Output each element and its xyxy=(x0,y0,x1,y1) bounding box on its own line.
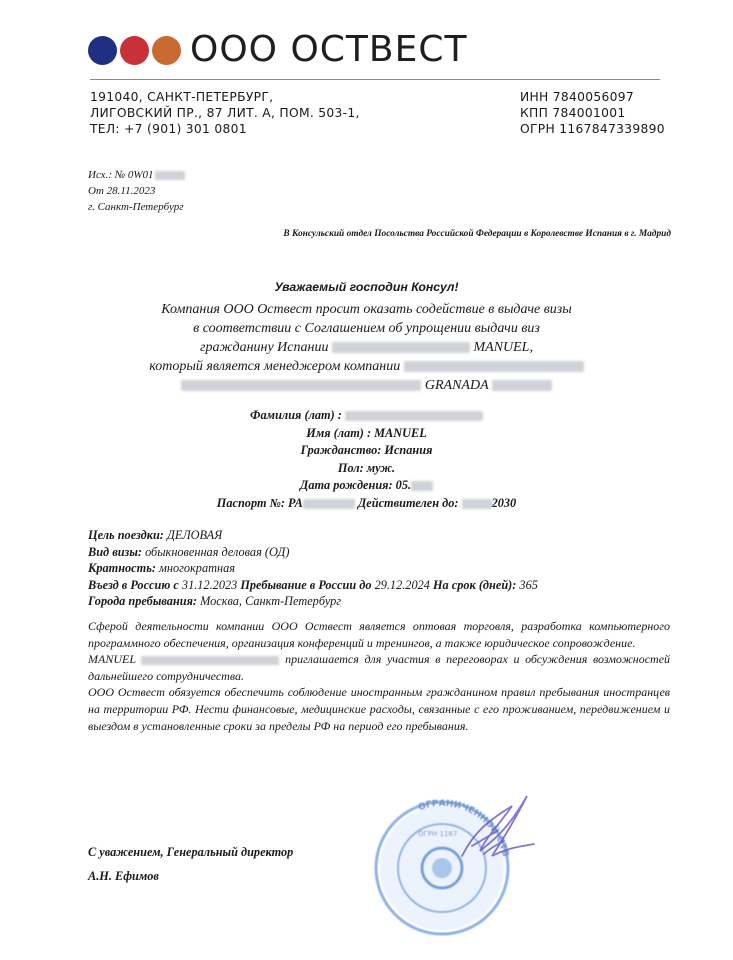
letter-meta xyxy=(88,167,185,215)
dob-row xyxy=(0,477,733,495)
passport-label: Паспорт №: PA xyxy=(216,495,303,510)
redacted xyxy=(345,411,483,421)
ogrn: ОГРН 1167847339890 xyxy=(520,122,665,136)
redacted xyxy=(181,380,421,391)
logo-dot-red xyxy=(120,36,149,65)
redacted xyxy=(404,361,584,372)
logo-dot-orange xyxy=(152,36,181,65)
signature-title: С уважением, Генеральный директор xyxy=(88,845,294,859)
company-address xyxy=(90,89,360,137)
letter-body xyxy=(88,618,670,734)
citizenship-row: Гражданство: Испания xyxy=(300,443,433,457)
recipient: В Консульский отдел Посольства Российской Федерации в Королевстве Испания в г. Мадрид xyxy=(283,229,671,239)
term-label: На срок (дней): xyxy=(432,577,517,592)
valid-label: Действителен до: xyxy=(357,495,459,510)
passport-row xyxy=(0,495,733,513)
company-logo xyxy=(88,30,467,70)
visa-type-row xyxy=(88,544,538,561)
redacted xyxy=(332,342,470,353)
cities-value: Москва, Санкт-Петербург xyxy=(200,594,342,608)
name-row: Имя (лат) : MANUEL xyxy=(306,425,427,440)
sex-row: Пол: муж. xyxy=(337,460,396,475)
body-text: приглашается для участия в переговорах и обсуждения возможностей дальнейшего сотрудничества. xyxy=(88,652,671,683)
trip-info xyxy=(88,527,538,610)
surname-row xyxy=(0,407,733,425)
dates-row xyxy=(88,577,538,594)
cities-row xyxy=(88,593,538,610)
kpp: КПП 784001001 xyxy=(520,106,626,120)
company-stamp xyxy=(362,786,562,936)
surname-label: Фамилия (лат) : xyxy=(250,408,342,422)
signature-block xyxy=(88,840,293,888)
intro-line-text: гражданину Испании xyxy=(200,340,329,355)
intro-line xyxy=(0,357,733,376)
address-line: ЛИГОВСКИЙ ПР., 87 ЛИТ. А, ПОМ. 503-1, xyxy=(90,106,360,120)
letter-date: От 28.11.2023 xyxy=(88,185,156,197)
body-paragraph: Сферой деятельности компании ООО Оствест является оптовая торговля, разработка компьютерного программного обеспечения, организация конференций и тренингов, а также юридическое сопровождение. xyxy=(88,619,670,650)
intro-line: в соответствии с Соглашением об упрощении выдачи виз xyxy=(193,321,540,336)
purpose-row xyxy=(88,527,538,544)
stay-value: 29.12.2024 xyxy=(374,577,430,592)
body-paragraph xyxy=(88,651,670,684)
stamp-text-inner: ОГРН 1167 xyxy=(418,830,458,838)
address-line: ТЕЛ: +7 (901) 301 0801 xyxy=(90,122,247,136)
multiplicity-label: Кратность: xyxy=(88,561,156,575)
intro-line xyxy=(0,338,733,357)
outgoing-number-text: Исх.: № 0W01 xyxy=(88,169,154,181)
outgoing-number xyxy=(88,167,185,183)
intro-line-text: GRANADA xyxy=(424,378,489,393)
redacted xyxy=(303,499,355,509)
inn: ИНН 7840056097 xyxy=(520,90,635,104)
multiplicity-value: многократная xyxy=(159,561,235,575)
entry-value: 31.12.2023 xyxy=(181,577,238,592)
intro-line-text: MANUEL, xyxy=(473,340,533,355)
signature-name: А.Н. Ефимов xyxy=(88,869,159,883)
redacted xyxy=(155,171,185,180)
stay-label: Пребывание в Росcии до xyxy=(240,577,372,592)
personal-details xyxy=(0,407,733,512)
stamp-emblem-core xyxy=(432,858,452,878)
address-line: 191040, САНКТ-ПЕТЕРБУРГ, xyxy=(90,90,274,104)
header-divider xyxy=(90,79,660,80)
stamp-text-top: ОГРАНИЧЕННОЙ ОТВ xyxy=(417,798,510,858)
letter-city: г. Санкт-Петербург xyxy=(88,201,184,213)
visa-type-label: Вид визы: xyxy=(88,544,142,559)
redacted xyxy=(411,481,433,491)
intro-paragraph xyxy=(0,300,733,395)
body-paragraph: ООО Оствест обязуется обеспечить соблюдение иностранным гражданином правил пребывания иностранцев на территории РФ. Нести финансовые, медицинские расходы, связанные с его проживанием, передвижением и выездом в установленные сроки за пределы РФ на период его пребывания. xyxy=(88,685,670,733)
company-name: ООО ОСТВЕСТ xyxy=(190,29,468,70)
company-requisites xyxy=(520,89,665,137)
greeting: Уважаемый господин Консул! xyxy=(274,280,459,294)
multiplicity-row xyxy=(88,560,538,577)
intro-line-text: который является менеджером компании xyxy=(149,359,401,374)
purpose-label: Цель поездки: xyxy=(88,528,164,542)
purpose-value: ДЕЛОВАЯ xyxy=(167,528,223,542)
logo-dot-blue xyxy=(88,36,117,65)
body-text: MANUEL xyxy=(88,652,136,667)
dob-label: Дата рождения: 05. xyxy=(299,478,412,492)
entry-label: Въезд в Россию с xyxy=(88,577,179,592)
redacted xyxy=(462,499,492,509)
cities-label: Города пребывания: xyxy=(88,594,198,608)
intro-line: Компания ООО Оствест просит оказать содействие в выдаче визы xyxy=(161,302,572,317)
intro-line xyxy=(0,376,733,395)
visa-type-value: обыкновенная деловая (ОД) xyxy=(145,544,290,559)
term-value: 365 xyxy=(519,577,538,592)
redacted xyxy=(141,656,279,666)
valid-year: 2030 xyxy=(491,495,517,510)
redacted xyxy=(492,380,552,391)
